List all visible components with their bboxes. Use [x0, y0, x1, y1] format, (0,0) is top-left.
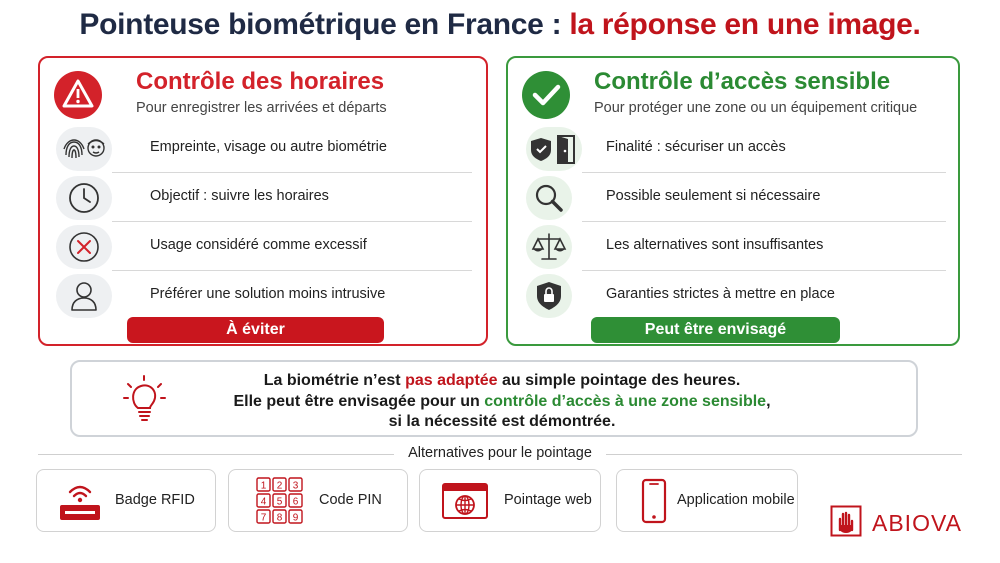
card-subtitle: Pour protéger une zone ou un équipement critique — [594, 100, 918, 116]
keypad-digit: 5 — [276, 496, 283, 508]
shield-lock-icon — [526, 274, 572, 318]
list-item — [522, 271, 946, 319]
magnifier-icon — [526, 176, 572, 220]
title-main: Pointeuse biométrique en France : — [79, 8, 562, 41]
keypad-digit: 3 — [292, 480, 299, 492]
card-sensitive-access — [506, 56, 960, 346]
checkmark-icon — [521, 70, 571, 120]
alternative-label: Pointage web — [504, 492, 592, 508]
title-accent: la réponse en une image. — [569, 8, 921, 41]
keypad-digit: 4 — [260, 496, 267, 508]
warning-icon — [53, 70, 103, 120]
page-title — [0, 8, 1000, 42]
brand-name: ABIOVA — [872, 510, 962, 536]
list-item — [522, 173, 946, 221]
card-time-tracking — [38, 56, 488, 346]
keypad-digit: 2 — [276, 480, 283, 492]
item-label: Préférer une solution moins intrusive — [150, 286, 386, 302]
web-browser-icon — [440, 478, 490, 524]
list-item — [522, 222, 946, 270]
verdict-badge-avoid: À éviter — [127, 317, 384, 343]
keypad-digit: 1 — [260, 480, 267, 492]
alternative-pin — [228, 469, 408, 532]
x-circle-icon — [56, 225, 112, 269]
fingerprint-face-icon — [56, 127, 112, 171]
brand-logo — [830, 505, 980, 545]
item-label: Empreinte, visage ou autre biométrie — [150, 139, 387, 155]
alternative-label: Code PIN — [319, 492, 382, 508]
card-title: Contrôle des horaires — [136, 68, 385, 95]
summary-line-2: Elle peut être envisagée pour un contrôle d’accès à une zone sensible, — [233, 392, 771, 410]
alternatives-title: Alternatives pour le pointage — [394, 445, 606, 461]
item-label: Usage considéré comme excessif — [150, 237, 367, 253]
alternative-rfid — [36, 469, 216, 532]
scales-icon — [526, 225, 572, 269]
item-label: Objectif : suivre les horaires — [150, 188, 329, 204]
alternative-web — [419, 469, 601, 532]
keypad-digit: 9 — [292, 512, 299, 524]
alternative-label: Badge RFID — [115, 492, 195, 508]
keypad-digit: 8 — [276, 512, 283, 524]
item-label: Possible seulement si nécessaire — [606, 188, 821, 204]
list-item — [52, 124, 472, 172]
summary-text — [162, 371, 842, 433]
summary-box — [70, 360, 918, 437]
card-title: Contrôle d’accès sensible — [594, 68, 891, 95]
keypad-digit: 6 — [292, 496, 299, 508]
item-label: Garanties strictes à mettre en place — [606, 286, 835, 302]
keypad-icon — [255, 476, 305, 522]
smartphone-icon — [629, 478, 679, 524]
item-label: Les alternatives sont insuffisantes — [606, 237, 824, 253]
verdict-badge-possible: Peut être envisagé — [591, 317, 840, 343]
card-subtitle: Pour enregistrer les arrivées et départs — [136, 100, 387, 116]
item-label: Finalité : sécuriser un accès — [606, 139, 786, 155]
alternative-mobile — [616, 469, 798, 532]
clock-icon — [56, 176, 112, 220]
list-item — [52, 271, 472, 319]
list-item — [522, 124, 946, 172]
list-item — [52, 173, 472, 221]
alternatives-header — [0, 444, 1000, 462]
rfid-badge-icon — [55, 478, 105, 524]
user-icon — [56, 274, 112, 318]
keypad-digit: 7 — [260, 512, 267, 524]
shield-door-icon — [526, 127, 582, 171]
summary-line-3: si la nécessité est démontrée. — [388, 413, 616, 430]
summary-line-1: La biométrie n’est pas adaptée au simple pointage des heures. — [263, 372, 741, 389]
alternative-label: Application mobile — [677, 492, 795, 508]
hand-logo-icon — [830, 505, 862, 537]
list-item — [52, 222, 472, 270]
